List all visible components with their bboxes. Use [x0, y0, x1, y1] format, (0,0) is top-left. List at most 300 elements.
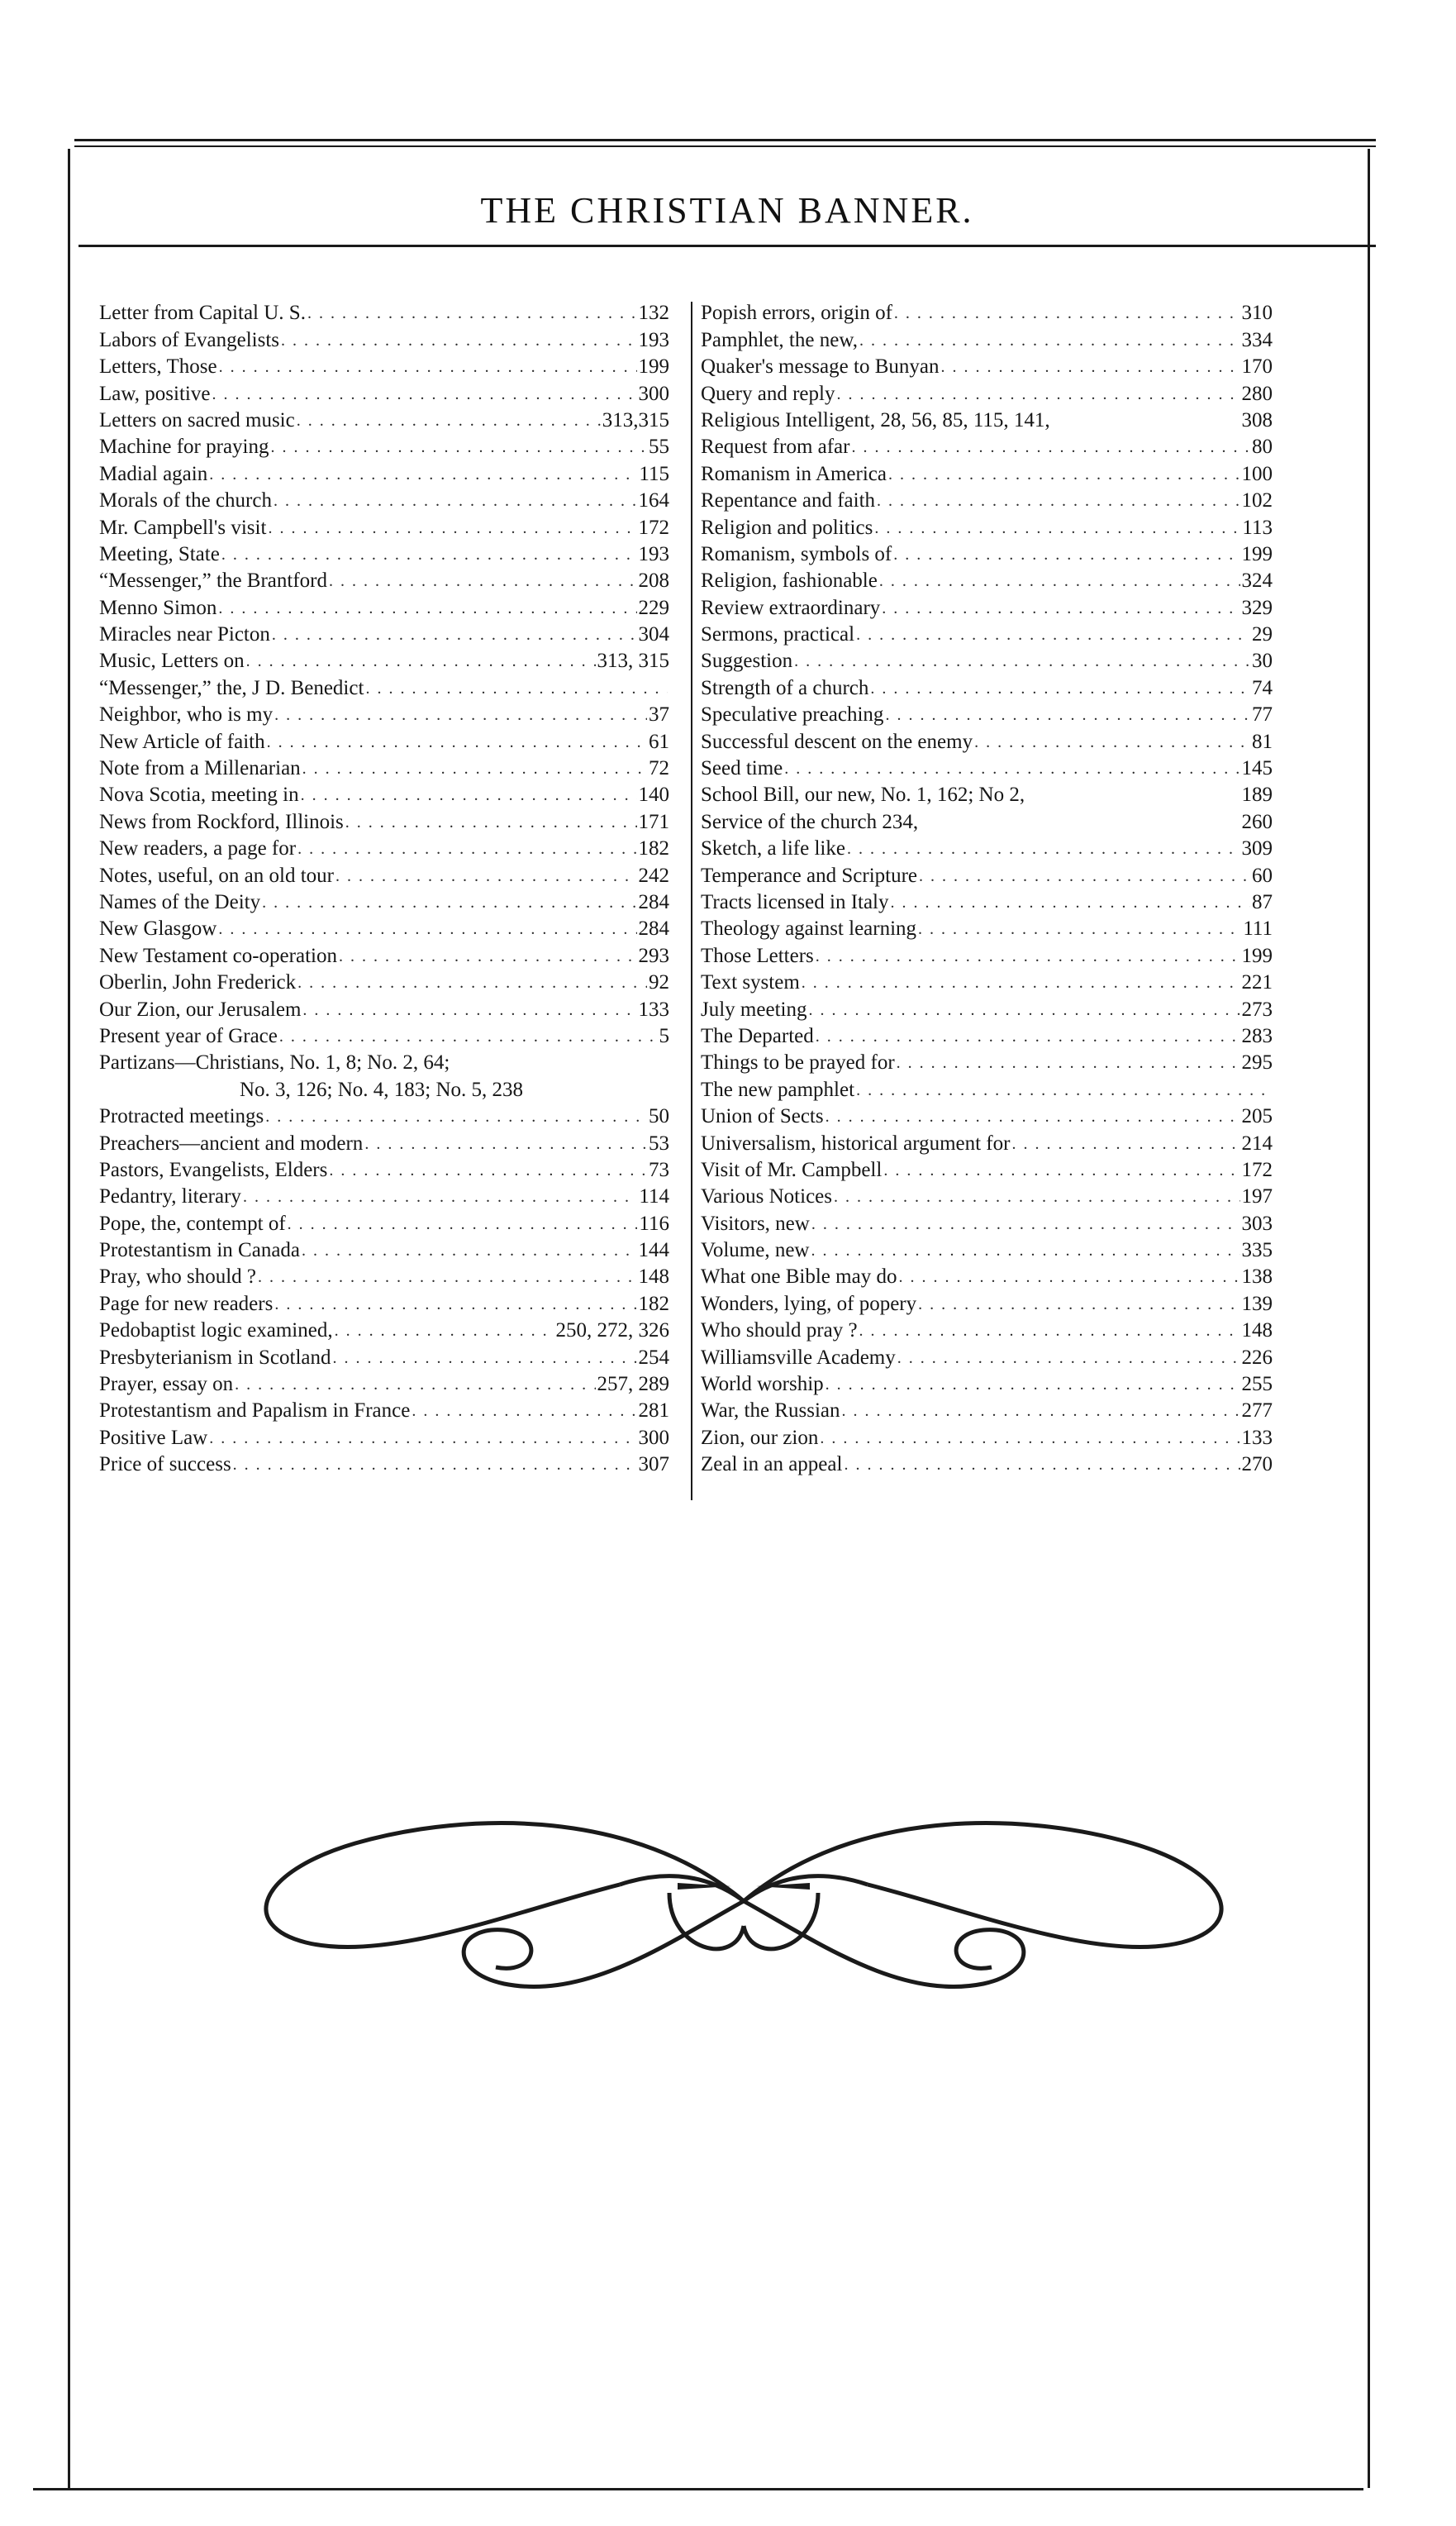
index-entry-page: 280	[1241, 382, 1273, 405]
index-entry-page: 102	[1241, 489, 1273, 512]
index-entry-title: Present year of Grace	[99, 1024, 278, 1047]
index-entry-title: Volume, new	[701, 1239, 810, 1262]
index-entry-page: 113	[1242, 516, 1273, 539]
index-entry	[99, 781, 669, 808]
index-entry-title: Morals of the church	[99, 489, 272, 512]
index-entry-title: Successful descent on the enemy	[701, 730, 973, 753]
dot-leader	[218, 596, 636, 621]
index-entry	[99, 487, 669, 513]
index-entry	[99, 835, 669, 861]
dot-leader	[898, 1265, 1240, 1289]
index-entry	[701, 1451, 1273, 1477]
dot-leader	[919, 864, 1250, 889]
index-entry	[99, 1370, 669, 1397]
index-entry	[701, 326, 1273, 352]
index-entry	[99, 1397, 669, 1423]
index-entry	[99, 1317, 669, 1343]
index-entry	[701, 299, 1273, 326]
top-double-rule-a	[74, 139, 1376, 141]
index-entry-page: 255	[1241, 1373, 1273, 1396]
index-entry-page: 72	[649, 757, 669, 780]
index-entry	[99, 567, 669, 593]
index-entry-page: 148	[1241, 1319, 1273, 1342]
dot-leader	[233, 1452, 637, 1477]
dot-leader	[270, 435, 647, 460]
index-entry-page: 138	[1241, 1265, 1273, 1289]
index-entry-page: 115	[639, 462, 669, 485]
index-entry	[99, 755, 669, 781]
dot-leader	[335, 1318, 554, 1343]
index-entry-title: Mr. Campbell's visit	[99, 516, 267, 539]
index-entry	[701, 1049, 1273, 1075]
index-entry-page: 300	[638, 382, 669, 405]
index-entry	[701, 621, 1273, 647]
index-entry-title: Who should pray ?	[701, 1319, 858, 1342]
left-border	[68, 149, 70, 2488]
index-entry-title: Text system	[701, 971, 800, 994]
dot-leader	[297, 836, 636, 861]
index-entry-page: 277	[1241, 1399, 1273, 1423]
index-entry	[701, 353, 1273, 379]
index-entry-page: 199	[1241, 542, 1273, 565]
index-entry-page: 133	[1241, 1426, 1273, 1449]
index-entry-page: 260	[1241, 810, 1273, 833]
dot-leader	[345, 810, 637, 835]
index-entry-page: 171	[638, 810, 669, 833]
dot-leader	[844, 1452, 1240, 1477]
index-entry	[99, 701, 669, 727]
index-entry	[99, 1289, 669, 1316]
index-entry-page: 250, 272, 326	[555, 1319, 669, 1342]
index-entry-page: 80	[1252, 436, 1273, 459]
index-entry-page: 37	[649, 703, 669, 727]
index-entry	[701, 1075, 1273, 1102]
index-entry-title: Machine for praying	[99, 436, 269, 459]
index-entry-page: 308	[1241, 408, 1273, 431]
dot-leader	[897, 1346, 1240, 1370]
index-entry-page: 61	[649, 730, 669, 753]
index-entry-title: Zeal in an appeal	[701, 1453, 843, 1476]
index-entry	[701, 674, 1273, 700]
index-entry-title: New readers, a page for	[99, 837, 297, 860]
dot-leader	[297, 970, 647, 995]
dot-leader	[281, 328, 636, 353]
index-entry-page: 55	[649, 436, 669, 459]
index-entry	[701, 460, 1273, 486]
index-entry-page: 29	[1252, 623, 1273, 646]
index-entry	[99, 513, 669, 540]
index-entry	[701, 379, 1273, 406]
index-entry-title: Prayer, essay on	[99, 1373, 234, 1396]
index-entry-page: 172	[638, 516, 669, 539]
index-entry	[99, 1183, 669, 1209]
index-entry-page: 148	[638, 1265, 669, 1289]
index-entry-title: Strength of a church	[701, 676, 869, 699]
dot-leader	[1011, 1132, 1240, 1156]
dot-leader	[883, 1158, 1240, 1183]
dot-leader	[816, 1024, 1240, 1049]
index-entry	[99, 727, 669, 754]
index-entry-title: Romanism in America	[701, 462, 887, 485]
index-entry-page: 313,315	[602, 408, 669, 431]
dot-leader	[870, 676, 1250, 701]
index-entry-title: Price of success	[99, 1453, 231, 1476]
dot-leader	[339, 944, 637, 969]
index-entry-page: 226	[1241, 1346, 1273, 1369]
dot-leader	[272, 622, 637, 647]
index-entry-page: 300	[638, 1426, 669, 1449]
index-entry	[99, 353, 669, 379]
index-entry	[701, 1209, 1273, 1236]
index-entry-title: Speculative preaching	[701, 703, 884, 727]
index-entry	[99, 808, 669, 834]
index-entry-page: 257, 289	[597, 1373, 669, 1396]
index-entry-title: Visitors, new	[701, 1212, 810, 1235]
dot-leader	[221, 542, 637, 567]
index-entry-title: “Messenger,” the Brantford	[99, 570, 327, 593]
index-entry-title: War, the Russian	[701, 1399, 840, 1423]
index-entry-title: Meeting, State	[99, 542, 220, 565]
index-entry-page: 193	[638, 542, 669, 565]
dot-leader	[274, 489, 637, 513]
index-entry-title: Names of the Deity	[99, 890, 261, 913]
header-bottom-rule	[79, 245, 1376, 247]
dot-leader	[808, 998, 1240, 1022]
dot-leader	[297, 408, 601, 433]
index-entry	[99, 941, 669, 968]
index-entry	[99, 647, 669, 674]
dot-leader	[212, 382, 636, 407]
index-entry-page: 205	[1241, 1105, 1273, 1128]
index-entry-title: Suggestion	[701, 650, 793, 673]
index-entry	[701, 1022, 1273, 1049]
index-entry-title: No. 3, 126; No. 4, 183; No. 5, 238	[240, 1078, 524, 1101]
index-entry	[701, 1103, 1273, 1129]
index-entry-title: Popish errors, origin of	[701, 302, 892, 325]
dot-leader	[209, 462, 637, 487]
index-entry	[99, 593, 669, 620]
index-entry-title: Nova Scotia, meeting in	[99, 784, 299, 807]
dot-leader	[859, 1318, 1240, 1343]
index-entry	[701, 941, 1273, 968]
index-entry	[99, 621, 669, 647]
index-entry	[701, 1183, 1273, 1209]
index-entry	[99, 1156, 669, 1183]
index-entry-page: 74	[1252, 676, 1273, 699]
dot-leader	[856, 622, 1250, 647]
index-entry-page: 197	[1241, 1185, 1273, 1208]
index-entry-page: 133	[638, 998, 669, 1021]
index-entry-title: Page for new readers	[99, 1292, 274, 1315]
index-entry-title: Pastors, Evangelists, Elders	[99, 1158, 328, 1181]
index-entry-page: 164	[638, 489, 669, 512]
index-entry-title: Pray, who should ?	[99, 1265, 257, 1289]
index-entry-page: 114	[639, 1185, 669, 1208]
dot-leader	[262, 890, 636, 915]
dot-leader	[268, 516, 636, 541]
index-entry-page: 145	[1241, 757, 1273, 780]
index-entry-page: 309	[1241, 837, 1273, 860]
index-entry	[99, 1423, 669, 1450]
dot-leader	[267, 730, 647, 755]
index-entry-title: Religion, fashionable	[701, 570, 878, 593]
index-entry	[701, 541, 1273, 567]
index-entry	[701, 487, 1273, 513]
index-entry-title: Williamsville Academy	[701, 1346, 896, 1369]
index-entry	[701, 808, 1273, 834]
dot-leader	[302, 756, 647, 781]
index-column-right	[701, 299, 1273, 1477]
index-entry-title: Protestantism and Papalism in France	[99, 1399, 411, 1423]
index-entry-title: Pamphlet, the new,	[701, 328, 859, 351]
index-entry	[99, 1103, 669, 1129]
dot-leader	[888, 462, 1240, 487]
dot-leader	[274, 1292, 636, 1317]
dot-leader	[274, 703, 647, 727]
dot-leader	[836, 382, 1240, 407]
index-entry	[701, 1423, 1273, 1450]
dot-leader	[802, 970, 1240, 995]
dot-leader	[243, 1184, 637, 1209]
dot-leader	[811, 1238, 1240, 1263]
index-entry-page: 87	[1252, 890, 1273, 913]
index-entry	[701, 889, 1273, 915]
index-entry	[701, 1397, 1273, 1423]
index-entry-title: Menno Simon	[99, 596, 217, 619]
index-entry-page: 170	[1241, 355, 1273, 379]
index-entry-page: 270	[1241, 1453, 1273, 1476]
index-entry-title: Quaker's message to Bunyan	[701, 355, 940, 379]
dot-leader	[847, 836, 1240, 861]
index-entry-page: 283	[1241, 1024, 1273, 1047]
index-entry-title: Zion, our zion	[701, 1426, 819, 1449]
dot-leader	[856, 1078, 1271, 1103]
index-entry-title: Pedantry, literary	[99, 1185, 241, 1208]
index-entry-title: Presbyterianism in Scotland	[99, 1346, 331, 1369]
dot-leader	[874, 516, 1240, 541]
index-entry	[99, 460, 669, 486]
index-entry	[701, 755, 1273, 781]
index-entry-title: Miracles near Picton	[99, 623, 270, 646]
index-entry	[701, 1343, 1273, 1370]
index-entry-title: Note from a Millenarian	[99, 757, 301, 780]
dot-leader	[974, 730, 1250, 755]
index-entry-title: Query and reply	[701, 382, 835, 405]
index-entry-page: 73	[649, 1158, 669, 1181]
index-entry	[701, 781, 1273, 808]
index-entry-title: Various Notices	[701, 1185, 832, 1208]
index-entry-page: 182	[638, 837, 669, 860]
index-entry-title: Madial again	[99, 462, 208, 485]
index-entry-page: 199	[1241, 944, 1273, 967]
dot-leader	[302, 998, 636, 1022]
index-entry-title: Preachers—ancient and modern	[99, 1132, 364, 1155]
index-entry-page: 81	[1252, 730, 1273, 753]
index-entry-title: Notes, useful, on an old tour	[99, 864, 334, 887]
index-entry	[701, 969, 1273, 995]
index-entry-title: Labors of Evangelists	[99, 328, 280, 351]
index-entry-page: 334	[1241, 328, 1273, 351]
index-entry-title: Letters on sacred music	[99, 408, 295, 431]
index-entry-title: Universalism, historical argument for	[701, 1132, 1011, 1155]
index-entry-title: Seed time	[701, 757, 783, 780]
dot-leader	[784, 756, 1240, 781]
dot-leader	[365, 676, 668, 701]
dot-leader	[301, 783, 637, 808]
index-entry	[99, 969, 669, 995]
dot-leader	[940, 355, 1240, 379]
dot-leader	[364, 1132, 647, 1156]
index-entry-page: 111	[1243, 917, 1273, 941]
index-entry-page: 50	[649, 1105, 669, 1128]
index-entry	[701, 861, 1273, 888]
column-divider	[691, 302, 692, 1500]
index-entry-page: 229	[638, 596, 669, 619]
dot-leader	[893, 542, 1240, 567]
index-entry-page: 100	[1241, 462, 1273, 485]
index-entry	[99, 379, 669, 406]
dot-leader	[826, 1104, 1240, 1129]
index-entry	[701, 995, 1273, 1022]
index-entry-page: 295	[1241, 1051, 1273, 1075]
index-entry-page: 30	[1252, 650, 1273, 673]
index-entry-title: Sketch, a life like	[701, 837, 845, 860]
index-entry-title: The Departed	[701, 1024, 814, 1047]
index-entry-page: 281	[638, 1399, 669, 1423]
index-entry-page: 92	[649, 971, 669, 994]
index-entry-page: 307	[638, 1453, 669, 1476]
index-entry	[701, 1317, 1273, 1343]
index-entry	[701, 647, 1273, 674]
index-entry-title: July meeting	[701, 998, 807, 1021]
index-entry-title: Pope, the, contempt of	[99, 1212, 286, 1235]
index-entry-page: 221	[1241, 971, 1273, 994]
index-entry-title: Union of Sects	[701, 1105, 824, 1128]
index-entry-page: 324	[1241, 570, 1273, 593]
index-entry-title: Things to be prayed for	[701, 1051, 895, 1075]
index-entry	[99, 1237, 669, 1263]
index-entry-title: Those Letters	[701, 944, 814, 967]
dot-leader	[218, 917, 636, 941]
dot-leader	[329, 1158, 647, 1183]
index-entry	[99, 1263, 669, 1289]
index-entry	[99, 1343, 669, 1370]
index-column-left	[99, 299, 669, 1477]
dot-leader	[834, 1184, 1240, 1209]
index-entry-title: Request from afar	[701, 436, 850, 459]
index-entry	[99, 674, 669, 700]
dot-leader	[209, 1426, 636, 1451]
index-entry-title: Music, Letters on	[99, 650, 245, 673]
dot-leader	[335, 864, 637, 889]
dot-leader	[851, 435, 1250, 460]
index-entry-title: Protestantism in Canada	[99, 1239, 301, 1262]
index-entry-page: 193	[638, 328, 669, 351]
dot-leader	[412, 1399, 636, 1423]
index-entry-title: “Messenger,” the, J D. Benedict	[99, 676, 364, 699]
index-entry	[99, 1022, 669, 1049]
index-entry	[701, 915, 1273, 941]
index-entry-title: Pedobaptist logic examined,	[99, 1319, 333, 1342]
index-entry	[99, 407, 669, 433]
dot-leader	[859, 328, 1240, 353]
index-entry-page: 335	[1241, 1239, 1273, 1262]
index-entry	[701, 407, 1273, 433]
index-entry-title: Partizans—Christians, No. 1, 8; No. 2, 64;	[99, 1051, 450, 1075]
index-entry-title: School Bill, our new, No. 1, 162; No 2,	[701, 784, 1025, 807]
index-entry	[99, 299, 669, 326]
index-entry-page: 313, 315	[597, 650, 669, 673]
dot-leader	[918, 1292, 1240, 1317]
index-entry-title: Repentance and faith	[701, 489, 876, 512]
index-entry-title: World worship	[701, 1373, 824, 1396]
index-entry-page: 208	[638, 570, 669, 593]
index-entry	[99, 1209, 669, 1236]
dot-leader	[918, 917, 1241, 941]
dot-leader	[235, 1372, 595, 1397]
index-entry-page: 303	[1241, 1212, 1273, 1235]
index-entry	[701, 1237, 1273, 1263]
dot-leader	[816, 944, 1240, 969]
index-entry	[99, 889, 669, 915]
index-entry-title: Romanism, symbols of	[701, 542, 892, 565]
dot-leader	[879, 569, 1240, 593]
index-entry	[99, 433, 669, 460]
index-entry	[701, 835, 1273, 861]
index-entry	[99, 1049, 669, 1075]
index-entry-title: Theology against learning	[701, 917, 917, 941]
index-entry-title: Our Zion, our Jerusalem	[99, 998, 302, 1021]
dot-leader	[219, 355, 637, 379]
index-entry	[701, 433, 1273, 460]
index-entry	[701, 1156, 1273, 1183]
index-entry	[99, 1075, 669, 1102]
dot-leader	[794, 649, 1250, 674]
index-entry-title: News from Rockford, Illinois	[99, 810, 344, 833]
right-border	[1368, 149, 1370, 2488]
index-entry-title: Religion and politics	[701, 516, 873, 539]
index-entry-title: What one Bible may do	[701, 1265, 897, 1289]
bottom-rule	[33, 2488, 1363, 2490]
index-entry	[99, 541, 669, 567]
index-entry-page: 77	[1252, 703, 1273, 727]
index-entry	[99, 1129, 669, 1156]
index-entry-page: 144	[638, 1239, 669, 1262]
index-entry-page: 5	[659, 1024, 669, 1047]
dot-leader	[882, 596, 1240, 621]
index-entry-title: Protracted meetings	[99, 1105, 264, 1128]
index-entry-title: Sermons, practical	[701, 623, 855, 646]
dot-leader	[246, 649, 596, 674]
dot-leader	[897, 1051, 1240, 1075]
index-entry-page: 116	[639, 1212, 669, 1235]
index-entry-title: New Glasgow	[99, 917, 217, 941]
dot-leader	[258, 1265, 636, 1289]
index-entry-page: 60	[1252, 864, 1273, 887]
index-entry	[701, 1263, 1273, 1289]
index-entry	[99, 995, 669, 1022]
index-entry-page: 172	[1241, 1158, 1273, 1181]
index-entry-title: Temperance and Scripture	[701, 864, 918, 887]
index-entry-page: 242	[638, 864, 669, 887]
index-entry	[701, 567, 1273, 593]
dot-leader	[877, 489, 1240, 513]
index-entry-page: 284	[638, 890, 669, 913]
dot-leader	[885, 703, 1250, 727]
dot-leader	[333, 1346, 637, 1370]
page-title: THE CHRISTIAN BANNER.	[480, 190, 974, 231]
index-entry-title: Wonders, lying, of popery	[701, 1292, 917, 1315]
